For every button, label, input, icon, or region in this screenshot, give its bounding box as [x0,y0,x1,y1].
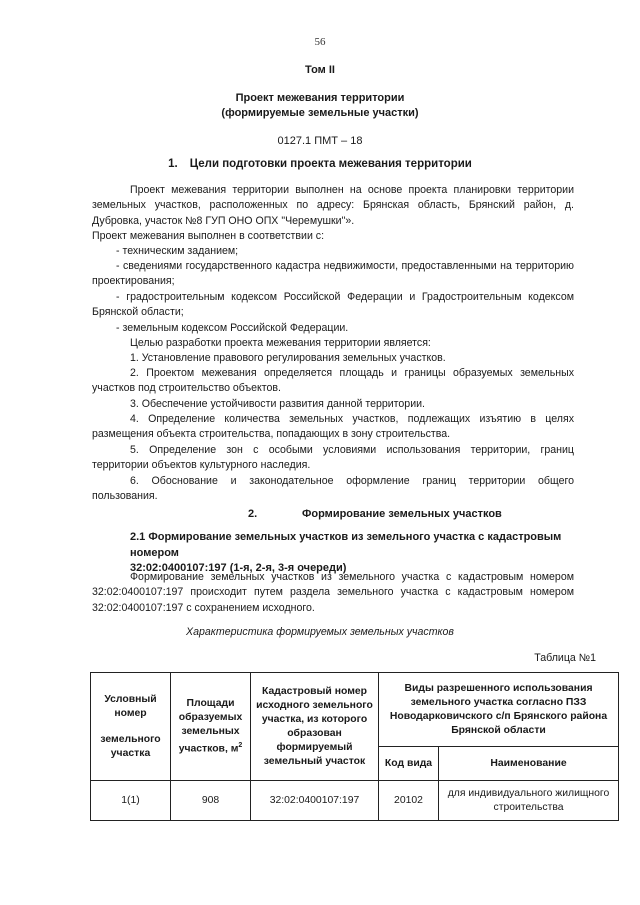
header-use-code: Код вида [379,747,439,781]
table-number: Таблица №1 [534,652,596,664]
goal-item: 6. Обоснование и законодательное оформление границ территории общего пользования. [92,475,574,503]
header-permitted-use: Виды разрешенного использования земельного участка согласно ПЗЗ Новодарковичского с/п Брянского района Брянской области [379,673,619,747]
document-title: Проект межевания территории [235,92,405,104]
bullet-item: - сведениями государственного кадастра недвижимости, предоставленными на территорию проектирования; [92,260,574,288]
volume-label: Том II [305,64,335,76]
page-number: 56 [314,36,326,48]
goal-item: 2. Проектом межевания определяется площадь и границы образуемых земельных участков под строительство объектов. [92,367,574,395]
goal-item: 3. Обеспечение устойчивости развития данной территории. [130,398,425,410]
section1-intro: Проект межевания территории выполнен на основе проекта планировки территории земельных участков, расположенных по адресу: Брянская область, Брянский район, д. Дубровка, участок №8 ГУП ОНО ОПХ "Черемушки"». [92,184,574,227]
section2-paragraph: Формирование земельных участков из земельного участка с кадастровым номером 32:02:0400107:197 происходит путем раздела земельного участка с кадастровым номером 32:02:0400107:197 с сохранением исходного. [92,571,574,614]
parcels-table [90,672,619,821]
section2-title: Формирование земельных участков [302,508,502,520]
bullet-item: - градостроительным кодексом Российской Федерации и Градостроительным кодексом Брянской области; [92,291,574,319]
cell-area: 908 [171,781,251,821]
goal-item: 1. Установление правового регулирования земельных участков. [130,352,446,364]
subsection-title-line2: 32:02:0400107:197 (1-я, 2-я, 3-я очереди) [130,562,347,574]
bullet-item: - земельным кодексом Российской Федерации. [116,322,349,334]
table-caption: Характеристика формируемых земельных участков [186,626,454,638]
header-source-cadastral: Кадастровый номер исходного земельного участка, из которого образован формируемый земельный участок [251,673,379,781]
bullet-item: - техническим заданием; [116,245,239,257]
goal-item: 5. Определение зон с особыми условиями использования территории, границ территории объектов культурного наследия. [92,444,574,472]
section1-title: Цели подготовки проекта межевания территории [189,158,472,170]
header-use-name: Наименование [439,747,619,781]
goal-intro: Целью разработки проекта межевания территории является: [130,337,431,349]
header-area: Площади образуемых земельных участков, $м^2$ [171,673,251,781]
cell-cadastral: 32:02:0400107:197 [251,781,379,821]
section1-number: 1. [168,158,178,170]
document-code: 0127.1 ПМТ – 18 [277,135,363,147]
document-subtitle: (формируемые земельные участки) [221,107,419,119]
section1-basis: Проект межевания выполнен в соответствии с: [92,230,325,242]
goal-item: 4. Определение количества земельных участков, подлежащих изъятию в целях размещения объекта строительства, попадающих в зону строительства. [92,413,574,441]
section2-number: 2. [248,508,258,520]
cell-number: 1(1) [91,781,171,821]
cell-name: для индивидуального жилищного строительства [439,781,619,821]
table-row [91,781,619,821]
subsection-title-line1: 2.1 Формирование земельных участков из земельного участка с кадастровым номером [130,531,562,559]
cell-code: 20102 [379,781,439,821]
header-conditional-number: Условный номер земельного участка [91,673,171,781]
section1-heading [0,158,640,170]
